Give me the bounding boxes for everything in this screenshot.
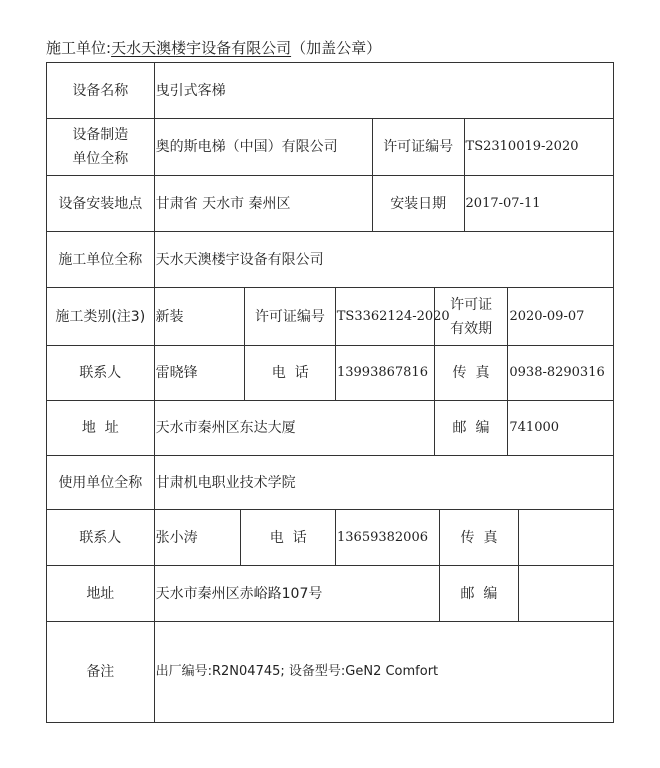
device-name-value: 曳引式客梯 (155, 82, 226, 99)
header-prefix: 施工单位: (46, 39, 112, 57)
contractor-validity-value: 2020-09-07 (509, 308, 585, 324)
contractor-fax-label: 传 真 (435, 346, 509, 400)
contractor-type-label: 施工类别(注3) (47, 288, 155, 345)
manufacturer-license-value: TS2310019-2020 (465, 139, 579, 154)
device-name-label: 设备名称 (47, 63, 155, 118)
row-contractor-address (46, 400, 614, 455)
user-phone-label: 电 话 (241, 510, 336, 565)
user-contact-value: 张小涛 (155, 510, 242, 565)
remarks-value: 出厂编号:R2N04745; 设备型号:GeN2 Comfort (155, 664, 439, 679)
validity-label-line2: 有效期 (450, 320, 493, 337)
row-contractor-type (46, 287, 614, 345)
user-postcode-label: 邮 编 (440, 566, 520, 621)
user-fax-label: 传 真 (440, 510, 520, 565)
contractor-contact-label: 联系人 (47, 346, 155, 400)
row-device-name (46, 62, 614, 118)
install-date-value: 2017-07-11 (465, 195, 541, 211)
user-fullname-value: 甘肃机电职业技术学院 (155, 474, 296, 491)
manufacturer-label (47, 119, 155, 175)
contractor-address-label: 地 址 (47, 401, 155, 455)
contractor-postcode-label: 邮 编 (435, 401, 509, 455)
manufacturer-label-line1: 设备制造 (72, 127, 129, 143)
contractor-fullname-label: 施工单位全称 (47, 232, 155, 287)
user-phone-value: 13659382006 (336, 510, 440, 565)
remarks-label: 备注 (47, 622, 155, 722)
install-date-label: 安装日期 (373, 176, 465, 231)
row-user-fullname (46, 455, 614, 509)
manufacturer-label-line2: 单位全称 (72, 151, 129, 167)
row-remarks (46, 621, 614, 723)
row-user-address (46, 565, 614, 621)
contractor-address-value: 天水市秦州区东达大厦 (155, 401, 435, 455)
contractor-fax-value: 0938-8290316 (509, 365, 605, 380)
header-suffix: （加盖公章） (291, 39, 382, 57)
contractor-contact-value: 雷晓锋 (155, 346, 246, 400)
form-header (46, 37, 381, 58)
contractor-type-value: 新装 (155, 288, 246, 345)
contractor-validity-label (435, 288, 509, 345)
user-address-label: 地址 (47, 566, 155, 621)
user-fullname-label: 使用单位全称 (47, 456, 155, 509)
user-contact-label: 联系人 (47, 510, 155, 565)
user-fax-value (519, 510, 613, 565)
contractor-license-label: 许可证编号 (245, 288, 336, 345)
location-value: 甘肃省 天水市 秦州区 (155, 176, 373, 231)
contractor-postcode-value: 741000 (509, 420, 560, 435)
manufacturer-value: 奥的斯电梯（中国）有限公司 (155, 119, 373, 175)
contractor-phone-value: 13993867816 (336, 346, 435, 400)
row-contractor-fullname (46, 231, 614, 287)
contractor-license-value: TS3362124-2020 (336, 288, 435, 345)
header-unit-name: 天水天澳楼宇设备有限公司 (111, 39, 292, 57)
user-address-value: 天水市秦州区赤峪路107号 (155, 566, 440, 621)
row-location (46, 175, 614, 231)
contractor-fullname-value: 天水天澳楼宇设备有限公司 (155, 251, 324, 268)
manufacturer-license-label: 许可证编号 (373, 119, 465, 175)
contractor-phone-label: 电 话 (245, 346, 336, 400)
row-manufacturer (46, 118, 614, 175)
row-contractor-contact (46, 345, 614, 400)
row-user-contact (46, 509, 614, 565)
location-label: 设备安装地点 (47, 176, 155, 231)
validity-label-line1: 许可证 (450, 296, 493, 313)
user-postcode-value (519, 566, 613, 621)
registration-form-table (46, 62, 614, 723)
